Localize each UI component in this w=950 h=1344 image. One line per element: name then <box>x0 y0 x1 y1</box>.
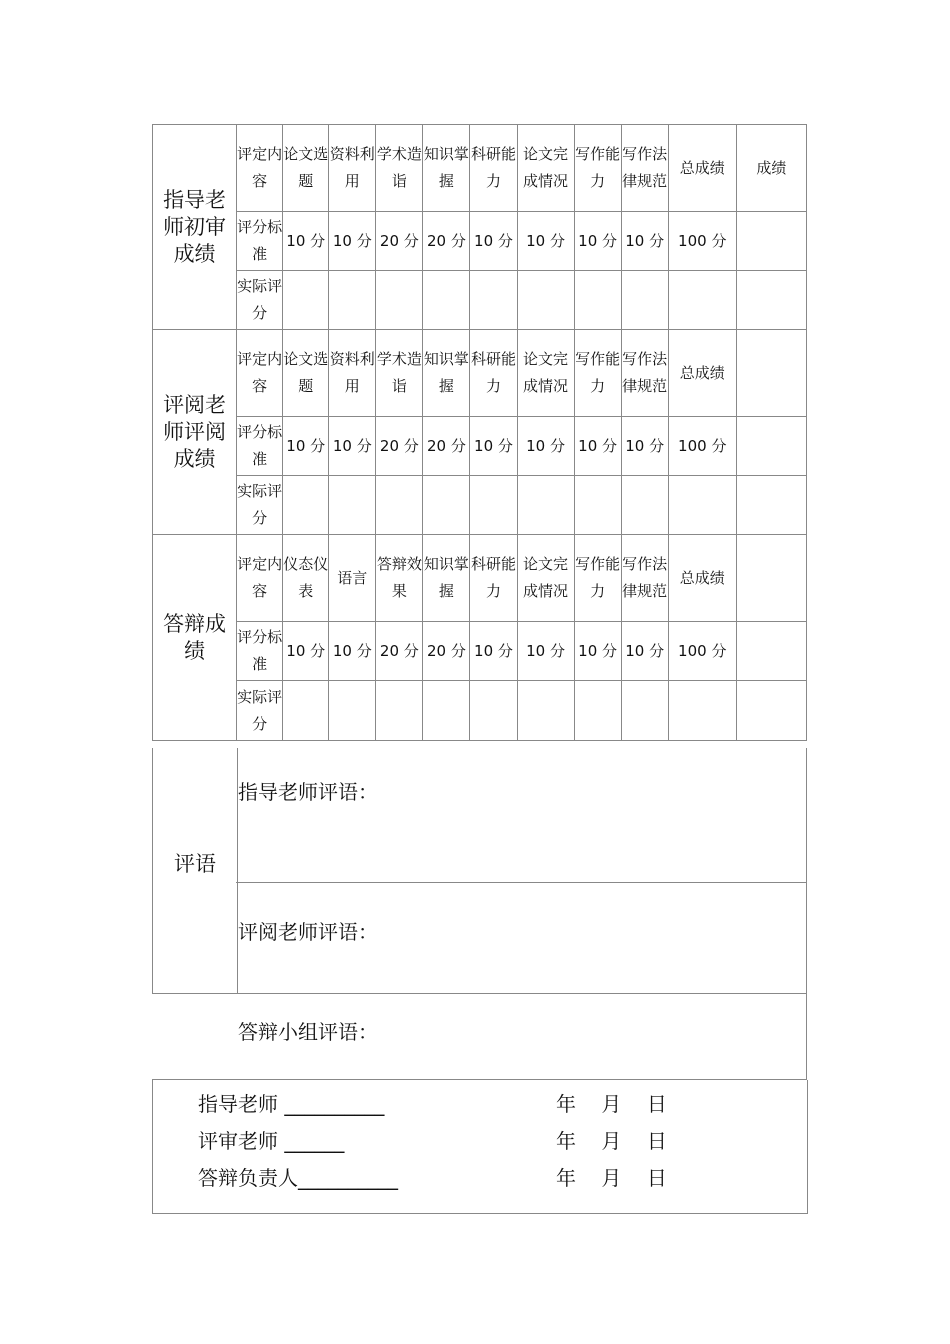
section-0-actual-row <box>153 271 807 330</box>
content-label: 评定内容 <box>237 535 283 622</box>
final-grade-input[interactable] <box>736 681 806 741</box>
standard-cell: 20 分 <box>423 622 470 681</box>
actual-label: 实际评分 <box>237 271 283 330</box>
grade-sheet <box>152 124 807 741</box>
criterion-cell: 论文选题 <box>283 125 329 212</box>
score-input-cell[interactable] <box>668 271 736 330</box>
criterion-cell: 论文选题 <box>283 330 329 417</box>
score-input-cell[interactable] <box>329 476 376 535</box>
final-grade-blank <box>736 212 806 271</box>
score-input-cell[interactable] <box>621 476 668 535</box>
standard-cell: 100 分 <box>668 622 736 681</box>
standard-cell: 10 分 <box>470 622 517 681</box>
score-input-cell[interactable] <box>376 476 423 535</box>
score-input-cell[interactable] <box>376 681 423 741</box>
criterion-cell: 答辩效果 <box>376 535 423 622</box>
standard-cell: 20 分 <box>376 622 423 681</box>
criterion-cell: 总成绩 <box>668 535 736 622</box>
actual-label: 实际评分 <box>237 681 283 741</box>
section-0-items-row <box>153 125 807 212</box>
section-2-standards-row <box>153 622 807 681</box>
defense-comment-label: 答辩小组评语： <box>238 1020 378 1044</box>
standard-cell: 20 分 <box>423 212 470 271</box>
signature-reviewer-date: 年 月 日 <box>556 1129 667 1153</box>
standard-cell: 10 分 <box>621 622 668 681</box>
standard-cell: 100 分 <box>668 212 736 271</box>
criterion-cell: 论文完成情况 <box>517 535 574 622</box>
criterion-cell: 写作法律规范 <box>621 125 668 212</box>
signature-row-defense-lead <box>198 1162 798 1192</box>
grade-table <box>152 124 807 741</box>
standard-cell: 10 分 <box>283 622 329 681</box>
criterion-cell: 论文完成情况 <box>517 125 574 212</box>
score-input-cell[interactable] <box>517 271 574 330</box>
standard-cell: 10 分 <box>283 212 329 271</box>
content-label: 评定内容 <box>237 125 283 212</box>
score-input-cell[interactable] <box>574 271 621 330</box>
score-input-cell[interactable] <box>668 681 736 741</box>
criterion-cell: 知识掌握 <box>423 330 470 417</box>
criterion-cell: 学术造诣 <box>376 125 423 212</box>
standard-cell: 10 分 <box>329 622 376 681</box>
standard-label: 评分标准 <box>237 212 283 271</box>
final-grade-blank <box>736 417 806 476</box>
criterion-cell: 总成绩 <box>668 330 736 417</box>
criterion-cell: 写作能力 <box>574 330 621 417</box>
final-grade-input[interactable] <box>736 271 806 330</box>
standard-cell: 10 分 <box>621 417 668 476</box>
standard-cell: 10 分 <box>517 212 574 271</box>
score-input-cell[interactable] <box>574 681 621 741</box>
criterion-cell: 知识掌握 <box>423 535 470 622</box>
final-grade-input[interactable] <box>736 476 806 535</box>
final-grade-blank <box>736 622 806 681</box>
section-title: 指导老师初审成绩 <box>153 125 237 330</box>
standard-cell: 10 分 <box>329 212 376 271</box>
section-1-actual-row <box>153 476 807 535</box>
score-input-cell[interactable] <box>517 476 574 535</box>
defense-comment-box[interactable] <box>152 994 807 1080</box>
score-input-cell[interactable] <box>423 681 470 741</box>
score-input-cell[interactable] <box>283 476 329 535</box>
final-grade-header: 成绩 <box>736 125 806 212</box>
signature-reviewer-name[interactable]: 评审老师 ______ <box>198 1129 345 1153</box>
criterion-cell: 学术造诣 <box>376 330 423 417</box>
criterion-cell: 资料利用 <box>329 330 376 417</box>
section-1-items-row <box>153 330 807 417</box>
comments-label-cell <box>152 748 238 994</box>
score-input-cell[interactable] <box>517 681 574 741</box>
standard-cell: 10 分 <box>283 417 329 476</box>
actual-label: 实际评分 <box>237 476 283 535</box>
standard-cell: 10 分 <box>574 417 621 476</box>
score-input-cell[interactable] <box>329 681 376 741</box>
section-title: 答辩成绩 <box>153 535 237 741</box>
score-input-cell[interactable] <box>470 476 517 535</box>
standard-cell: 10 分 <box>574 212 621 271</box>
section-0-standards-row <box>153 212 807 271</box>
signature-defense-lead-name[interactable]: 答辩负责人__________ <box>198 1166 398 1190</box>
reviewer-comment-label: 评阅老师评语： <box>238 920 378 944</box>
criterion-cell: 知识掌握 <box>423 125 470 212</box>
criterion-cell: 科研能力 <box>470 535 517 622</box>
section-title: 评阅老师评阅成绩 <box>153 330 237 535</box>
comments-label: 评语 <box>174 852 216 876</box>
score-input-cell[interactable] <box>423 271 470 330</box>
criterion-cell: 仪态仪表 <box>283 535 329 622</box>
score-input-cell[interactable] <box>621 271 668 330</box>
criterion-cell: 语言 <box>329 535 376 622</box>
standard-cell: 10 分 <box>470 212 517 271</box>
score-input-cell[interactable] <box>668 476 736 535</box>
final-grade-blank <box>736 535 806 622</box>
score-input-cell[interactable] <box>574 476 621 535</box>
criterion-cell: 资料利用 <box>329 125 376 212</box>
standard-cell: 10 分 <box>517 622 574 681</box>
standard-cell: 10 分 <box>621 212 668 271</box>
score-input-cell[interactable] <box>283 271 329 330</box>
criterion-cell: 写作法律规范 <box>621 535 668 622</box>
standard-cell: 20 分 <box>376 212 423 271</box>
content-label: 评定内容 <box>237 330 283 417</box>
score-input-cell[interactable] <box>470 681 517 741</box>
criterion-cell: 科研能力 <box>470 330 517 417</box>
standard-cell: 20 分 <box>423 417 470 476</box>
comments-section <box>152 748 807 1214</box>
criterion-cell: 写作法律规范 <box>621 330 668 417</box>
section-2-actual-row <box>153 681 807 741</box>
signature-advisor-name[interactable]: 指导老师 __________ <box>198 1092 385 1116</box>
signature-advisor-date: 年 月 日 <box>556 1092 667 1116</box>
signature-block <box>152 1080 808 1214</box>
criterion-cell: 写作能力 <box>574 125 621 212</box>
standard-cell: 10 分 <box>470 417 517 476</box>
signature-row-reviewer <box>198 1125 798 1155</box>
standard-label: 评分标准 <box>237 417 283 476</box>
advisor-comment-box[interactable] <box>236 748 807 883</box>
standard-cell: 100 分 <box>668 417 736 476</box>
criterion-cell: 总成绩 <box>668 125 736 212</box>
reviewer-comment-box[interactable] <box>236 883 807 994</box>
score-input-cell[interactable] <box>329 271 376 330</box>
signature-defense-lead-date: 年 月 日 <box>556 1166 667 1190</box>
score-input-cell[interactable] <box>621 681 668 741</box>
standard-label: 评分标准 <box>237 622 283 681</box>
score-input-cell[interactable] <box>376 271 423 330</box>
standard-cell: 10 分 <box>574 622 621 681</box>
criterion-cell: 写作能力 <box>574 535 621 622</box>
score-input-cell[interactable] <box>470 271 517 330</box>
score-input-cell[interactable] <box>283 681 329 741</box>
standard-cell: 10 分 <box>329 417 376 476</box>
score-input-cell[interactable] <box>423 476 470 535</box>
criterion-cell: 科研能力 <box>470 125 517 212</box>
standard-cell: 20 分 <box>376 417 423 476</box>
standard-cell: 10 分 <box>517 417 574 476</box>
section-2-items-row <box>153 535 807 622</box>
section-1-standards-row <box>153 417 807 476</box>
advisor-comment-label: 指导老师评语： <box>238 780 378 804</box>
criterion-cell: 论文完成情况 <box>517 330 574 417</box>
final-grade-blank <box>736 330 806 417</box>
signature-row-advisor <box>198 1088 798 1118</box>
